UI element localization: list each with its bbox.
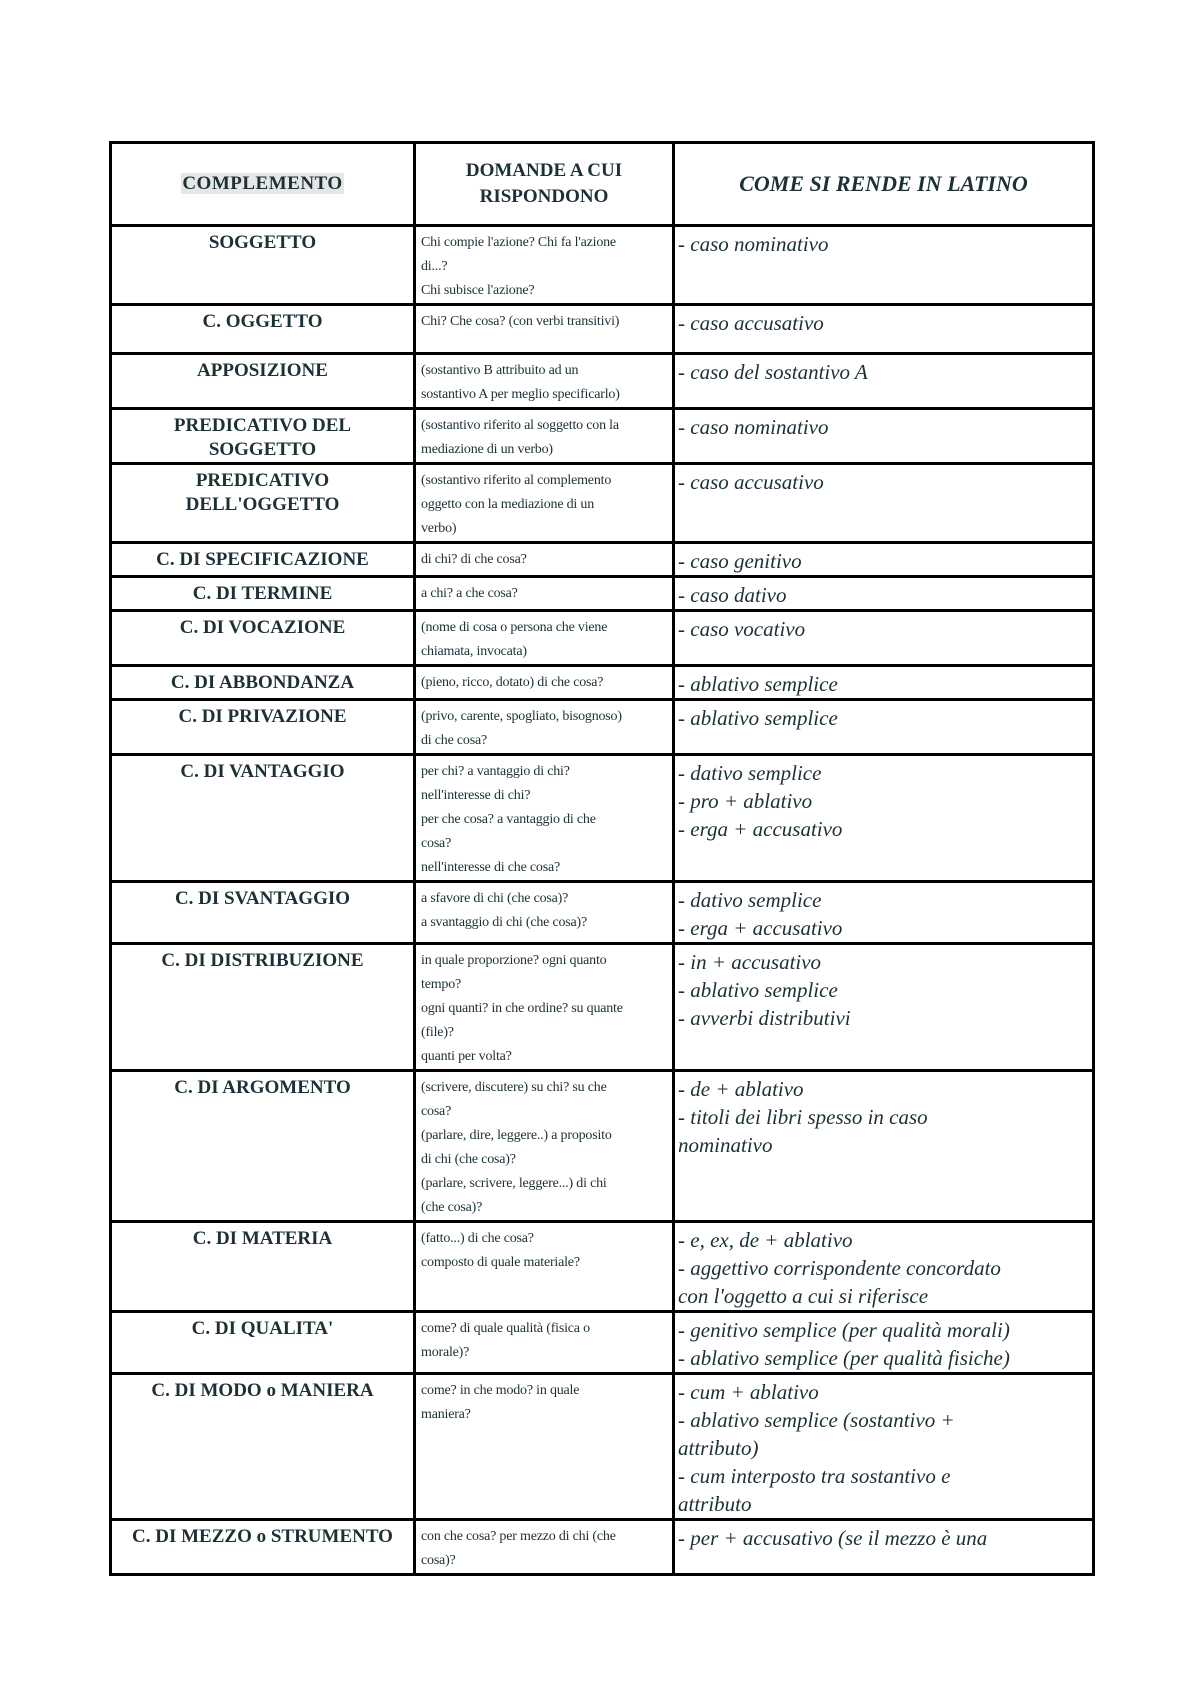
latino-cell-line: - avverbi distributivi [678,1006,851,1030]
complemento-name [111,666,415,700]
latino-cell-line: - per + accusativo (se il mezzo è una [678,1526,988,1550]
header-latino: COME SI RENDE IN LATINO [674,143,1094,226]
latino-cell-line: - caso dativo [678,583,787,607]
table-header-row [111,143,1094,226]
latino-cell-line: - caso del sostantivo A [678,360,868,384]
latino-cell [674,1520,1094,1575]
domande-cell [415,1222,674,1312]
latino-cell [674,755,1094,882]
table-row [111,226,1094,305]
table-row [111,755,1094,882]
table-row [111,543,1094,577]
domande-cell [415,882,674,944]
table-row [111,1520,1094,1575]
complemento-name-line: C. DI ABBONDANZA [170,672,355,693]
domande-cell-line: morale)? [421,1345,470,1360]
header-complemento-label: COMPLEMENTO [182,173,343,194]
latino-cell-line: - dativo semplice [678,761,822,785]
latino-cell [674,354,1094,409]
domande-cell [415,409,674,464]
domande-cell-line: (nome di cosa o persona che viene [421,620,608,635]
domande-cell-line: Chi subisce l'azione? [421,283,535,298]
table-body [111,226,1094,1575]
domande-cell-line: Chi? Che cosa? (con verbi transitivi) [421,314,620,329]
complemento-name [111,1312,415,1374]
domande-cell [415,1374,674,1520]
latino-cell [674,1374,1094,1520]
latino-cell-line: con l'oggetto a cui si riferisce [678,1284,929,1308]
table-row [111,611,1094,666]
latino-cell [674,882,1094,944]
complemento-name [111,354,415,409]
header-complemento [111,143,415,226]
domande-cell [415,354,674,409]
complemento-name-line: C. DI VANTAGGIO [180,761,345,782]
complemento-name [111,755,415,882]
latino-cell [674,226,1094,305]
latino-cell-line: - titoli dei libri spesso in caso [678,1105,928,1129]
domande-cell-line: (file)? [421,1025,454,1040]
latino-cell-line: attributo) [678,1436,759,1460]
latino-cell [674,409,1094,464]
complemento-name-line: C. DI DISTRIBUZIONE [161,950,364,971]
domande-cell-line: cosa? [421,1104,452,1119]
domande-cell-line: verbo) [421,521,457,536]
domande-cell [415,464,674,543]
domande-cell [415,611,674,666]
latino-cell-line: - genitivo semplice (per qualità morali) [678,1318,1010,1342]
domande-cell [415,577,674,611]
table-row [111,305,1094,354]
table-row [111,700,1094,755]
latino-cell [674,700,1094,755]
latino-cell-line: - caso accusativo [678,311,824,335]
domande-cell [415,1312,674,1374]
complemento-name-line: C. DI ARGOMENTO [174,1077,351,1098]
complemento-name [111,1071,415,1222]
table-row [111,944,1094,1071]
domande-cell [415,700,674,755]
domande-cell [415,1071,674,1222]
table-row [111,577,1094,611]
latino-cell [674,305,1094,354]
domande-cell-line: come? in che modo? in quale [421,1383,580,1398]
complemento-name-line: PREDICATIVO [195,470,330,491]
complemento-name [111,577,415,611]
latino-cell [674,543,1094,577]
latino-cell-line: - ablativo semplice (sostantivo + [678,1408,955,1432]
latino-cell [674,1222,1094,1312]
domande-cell-line: ogni quanti? in che ordine? su quante [421,1001,623,1016]
latino-cell [674,577,1094,611]
domande-cell-line: cosa)? [421,1553,456,1568]
domande-cell-line: composto di quale materiale? [421,1255,580,1270]
domande-cell [415,305,674,354]
table-row [111,1222,1094,1312]
complemento-name-line: C. DI MODO o MANIERA [151,1380,374,1401]
complemento-name-line: PREDICATIVO DEL [173,415,352,436]
domande-cell-line: (parlare, scrivere, leggere...) di chi [421,1176,607,1191]
latino-cell-line: - caso genitivo [678,549,802,573]
latino-cell-line: - cum + ablativo [678,1380,819,1404]
complemento-name-line: C. DI TERMINE [192,583,333,604]
complemento-name [111,543,415,577]
table-row [111,354,1094,409]
domande-cell [415,1520,674,1575]
latino-cell-line: - in + accusativo [678,950,822,974]
latino-cell-line: - ablativo semplice [678,706,838,730]
latino-cell [674,1312,1094,1374]
complemento-name-line: SOGGETTO [208,232,317,253]
complemento-name-line: APPOSIZIONE [197,360,328,381]
domande-cell-line: maniera? [421,1407,471,1422]
latino-cell [674,666,1094,700]
complemento-name-line: C. DI MEZZO o STRUMENTO [132,1526,393,1547]
domande-cell-line: come? di quale qualità (fisica o [421,1321,590,1336]
latino-cell-line: - caso nominativo [678,415,829,439]
latino-cell-line: - ablativo semplice [678,978,838,1002]
latino-cell-line: - caso vocativo [678,617,806,641]
table-row [111,464,1094,543]
table-row [111,1071,1094,1222]
latino-cell-line: - erga + accusativo [678,916,843,940]
domande-cell-line: (sostantivo riferito al complemento [421,473,612,488]
latino-cell-line: - aggettivo corrispondente concordato [678,1256,1001,1280]
complementi-table [109,141,1095,1576]
complemento-name-line: C. DI QUALITA' [191,1318,334,1339]
domande-cell-line: (scrivere, discutere) su chi? su che [421,1080,607,1095]
complemento-name-line: SOGGETTO [208,439,317,460]
domande-cell-line: di chi? di che cosa? [421,552,527,567]
latino-cell-line: - de + ablativo [678,1077,804,1101]
complemento-name [111,1222,415,1312]
domande-cell-line: mediazione di un verbo) [421,442,553,457]
latino-cell-line: - e, ex, de + ablativo [678,1228,853,1252]
complemento-name-line: DELL'OGGETTO [185,494,340,515]
domande-cell-line: tempo? [421,977,462,992]
domande-cell-line: a chi? a che cosa? [421,586,518,601]
table-row [111,1312,1094,1374]
latino-cell-line: - cum interposto tra sostantivo e [678,1464,951,1488]
latino-cell-line: - dativo semplice [678,888,822,912]
domande-cell-line: nell'interesse di chi? [421,788,531,803]
complemento-name-line: C. OGGETTO [202,311,323,332]
domande-cell [415,226,674,305]
domande-cell-line: in quale proporzione? ogni quanto [421,953,607,968]
domande-cell-line: a svantaggio di chi (che cosa)? [421,915,588,930]
domande-cell-line: cosa? [421,836,452,851]
header-domande [415,143,674,226]
latino-cell [674,611,1094,666]
complemento-name [111,944,415,1071]
complemento-name-line: C. DI SVANTAGGIO [174,888,351,909]
complemento-name [111,611,415,666]
table-row [111,409,1094,464]
table-row [111,1374,1094,1520]
domande-cell-line: per che cosa? a vantaggio di che [421,812,596,827]
domande-cell-line: nell'interesse di che cosa? [421,860,561,875]
domande-cell [415,944,674,1071]
domande-cell-line: di...? [421,259,448,274]
complemento-name-line: C. DI PRIVAZIONE [178,706,347,727]
complemento-name-line: C. DI SPECIFICAZIONE [156,549,369,570]
domande-cell-line: di chi (che cosa)? [421,1152,516,1167]
table-row [111,666,1094,700]
domande-cell-line: (che cosa)? [421,1200,483,1215]
latino-cell [674,944,1094,1071]
latino-cell-line: - caso nominativo [678,232,829,256]
header-domande-line2: RISPONDONO [479,186,609,207]
complemento-name [111,226,415,305]
latino-cell-line: - ablativo semplice [678,672,838,696]
domande-cell-line: per chi? a vantaggio di chi? [421,764,570,779]
latino-cell-line: nominativo [678,1133,773,1157]
domande-cell-line: quanti per volta? [421,1049,512,1064]
header-domande-line1: DOMANDE A CUI [465,160,623,181]
complemento-name-line: C. DI MATERIA [192,1228,333,1249]
domande-cell-line: (privo, carente, spogliato, bisognoso) [421,709,622,724]
domande-cell-line: con che cosa? per mezzo di chi (che [421,1529,616,1544]
complementi-table-container [109,141,1092,1576]
domande-cell-line: (sostantivo B attribuito ad un [421,363,579,378]
complemento-name [111,700,415,755]
latino-cell-line: attributo [678,1492,752,1516]
domande-cell-line: (pieno, ricco, dotato) di che cosa? [421,675,604,690]
complemento-name [111,409,415,464]
complemento-name [111,305,415,354]
domande-cell-line: (parlare, dire, leggere..) a proposito [421,1128,612,1143]
domande-cell-line: sostantivo A per meglio specificarlo) [421,387,620,402]
complemento-name [111,464,415,543]
latino-cell-line: - ablativo semplice (per qualità fisiche) [678,1346,1010,1370]
domande-cell-line: a sfavore di chi (che cosa)? [421,891,569,906]
domande-cell [415,755,674,882]
latino-cell [674,464,1094,543]
complemento-name-line: C. DI VOCAZIONE [179,617,346,638]
domande-cell [415,543,674,577]
domande-cell-line: Chi compie l'azione? Chi fa l'azione [421,235,616,250]
domande-cell-line: (fatto...) di che cosa? [421,1231,534,1246]
complemento-name [111,882,415,944]
latino-cell-line: - pro + ablativo [678,789,813,813]
complemento-name [111,1374,415,1520]
domande-cell [415,666,674,700]
latino-cell [674,1071,1094,1222]
table-row [111,882,1094,944]
domande-cell-line: (sostantivo riferito al soggetto con la [421,418,619,433]
latino-cell-line: - caso accusativo [678,470,824,494]
domande-cell-line: oggetto con la mediazione di un [421,497,595,512]
domande-cell-line: di che cosa? [421,733,488,748]
domande-cell-line: chiamata, invocata) [421,644,527,659]
complemento-name [111,1520,415,1575]
latino-cell-line: - erga + accusativo [678,817,843,841]
